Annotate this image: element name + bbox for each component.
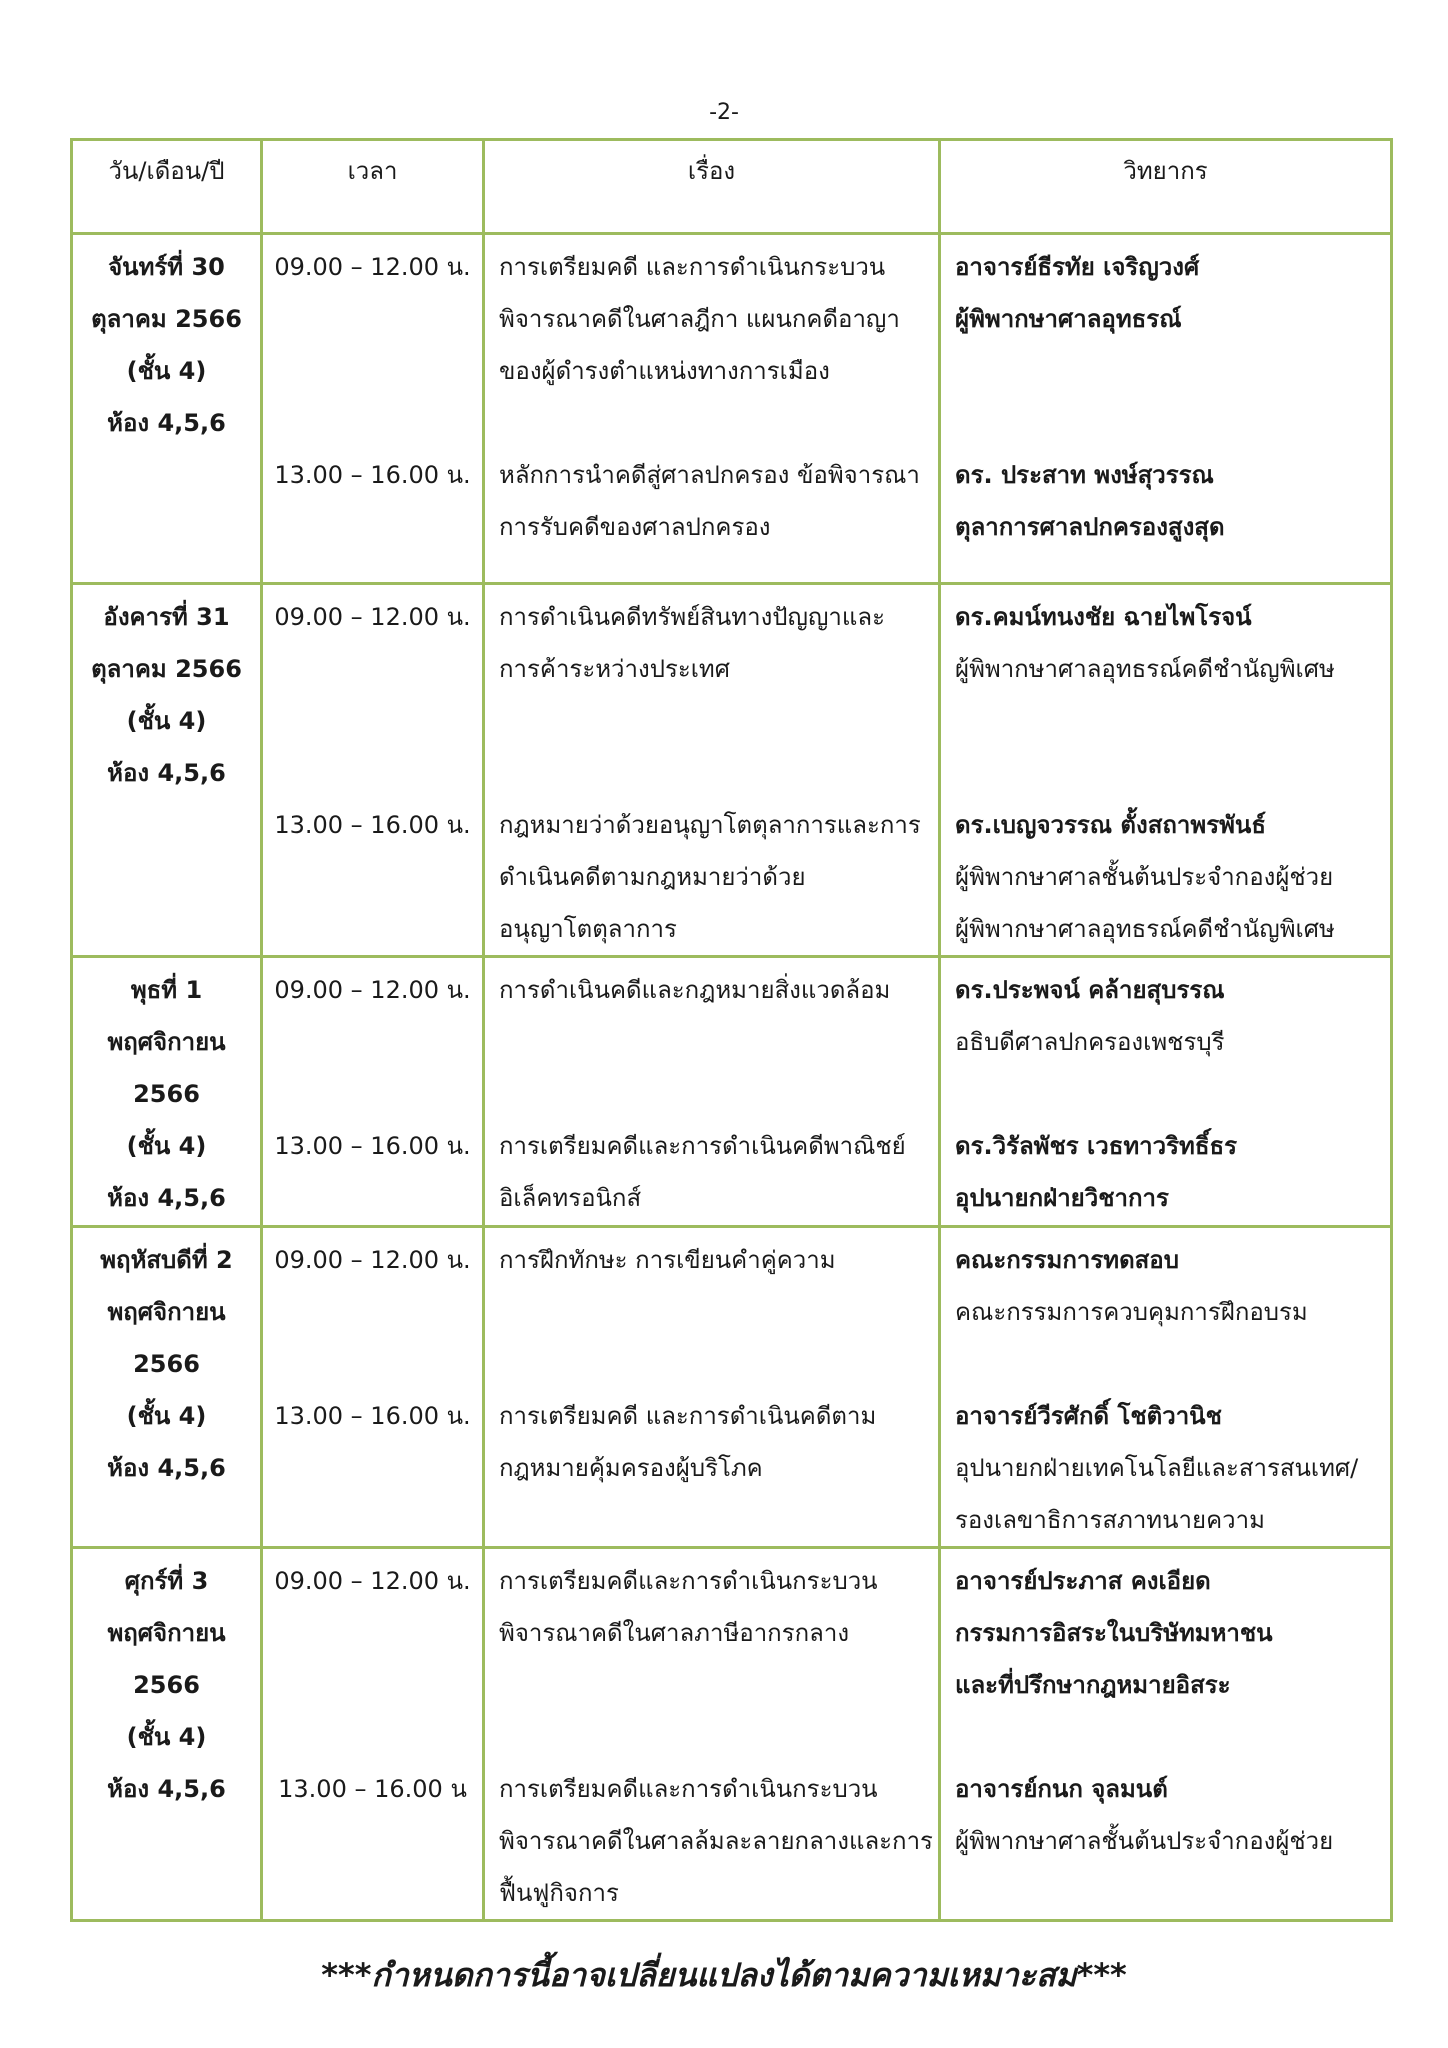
speaker-title: รองเลขาธิการสภาทนายความ [955,1506,1265,1534]
date-line: พฤศจิกายน [107,1028,226,1056]
time-range: 09.00 – 12.00 น. [274,603,471,631]
header-date: วัน/เดือน/ปี [72,140,262,234]
date-line: ตุลาคม 2566 [91,305,242,333]
date-line: ตุลาคม 2566 [91,655,242,683]
schedule-row [72,1548,1392,1921]
topic-slot [499,449,928,553]
time-range: 13.00 – 16.00 น [278,1775,467,1803]
time-range: 09.00 – 12.00 น. [274,1246,471,1274]
speaker-slot [955,1763,1380,1919]
date-line: (ชั้น 4) [126,1402,207,1430]
speaker-slot [955,1120,1380,1224]
speaker-slot [955,799,1380,955]
date-line: ห้อง 4,5,6 [107,1454,226,1482]
schedule-table [70,138,1393,1922]
topic-slot [499,799,928,955]
date-line: พุธที่ 1 [130,976,203,1004]
topic-line: การเตรียมคดีและการดำเนินกระบวน [499,1567,878,1595]
date-line: ศุกร์ที่ 3 [124,1567,209,1595]
speaker-slot [955,241,1380,449]
topic-slot [499,1763,933,1919]
schedule-row [72,584,1392,957]
date-line: ห้อง 4,5,6 [107,759,226,787]
time-slot [267,241,478,449]
topic-slot [499,1390,928,1546]
speaker-cell [940,234,1392,584]
speaker-title: กรรมการอิสระในบริษัทมหาชน [955,1619,1273,1647]
time-cell [262,957,484,1227]
date-cell [72,1227,262,1548]
topic-line: พิจารณาคดีในศาลภาษีอากรกลาง [499,1619,850,1647]
speaker-name: ดร.คมน์ทนงชัย ฉายไพโรจน์ [955,603,1252,631]
speaker-name: ดร. ประสาท พงษ์สุวรรณ [955,461,1214,489]
speaker-name: อาจารย์วีรศักดิ์ โชติวานิช [955,1402,1222,1430]
speaker-title: คณะกรรมการควบคุมการฝึกอบรม [955,1298,1308,1326]
speaker-slot [955,964,1380,1120]
speaker-name: ดร.วิรัลพัชร เวธทาวริทธิ์ธร [955,1132,1238,1160]
speaker-slot [955,591,1380,799]
speaker-title: อธิบดีศาลปกครองเพชรบุรี [955,1028,1225,1056]
time-cell [262,1548,484,1921]
date-cell [72,584,262,957]
speaker-title: ตุลาการศาลปกครองสูงสุด [955,513,1225,541]
topic-line: กฎหมายคุ้มครองผู้บริโภค [499,1454,763,1482]
date-line: พฤศจิกายน [107,1298,226,1326]
speaker-cell [940,584,1392,957]
date-line: ห้อง 4,5,6 [107,1184,226,1212]
time-slot [267,1555,478,1763]
time-range: 13.00 – 16.00 น. [274,461,471,489]
time-slot [267,591,478,799]
date-line: 2566 [133,1350,200,1378]
time-cell [262,584,484,957]
header-time: เวลา [262,140,484,234]
date-line: อังคารที่ 31 [103,603,230,631]
time-range: 09.00 – 12.00 น. [274,1567,471,1595]
schedule-row [72,1227,1392,1548]
speaker-slot [955,1234,1380,1390]
topic-cell [484,584,940,957]
topic-slot [499,1234,928,1390]
topic-line: การดำเนินคดีทรัพย์สินทางปัญญาและ [499,603,885,631]
date-line: 2566 [133,1671,200,1699]
topic-line: การค้าระหว่างประเทศ [499,655,730,683]
time-slot [267,1390,478,1546]
header-topic: เรื่อง [484,140,940,234]
time-slot [267,1763,478,1919]
topic-line: การฝึกทักษะ การเขียนคำคู่ความ [499,1246,836,1274]
speaker-title: ผู้พิพากษาศาลชั้นต้นประจำกองผู้ช่วย [955,863,1334,891]
topic-cell [484,1548,940,1921]
time-range: 09.00 – 12.00 น. [274,253,471,281]
topic-cell [484,957,940,1227]
date-line: พฤศจิกายน [107,1619,226,1647]
topic-slot [499,964,928,1120]
speaker-title: ผู้พิพากษาศาลอุทธรณ์คดีชำนัญพิเศษ [955,655,1335,683]
date-cell [72,234,262,584]
date-line: (ชั้น 4) [126,1132,207,1160]
speaker-name: อาจารย์กนก จุลมนต์ [955,1775,1168,1803]
topic-line: การเตรียมคดี และการดำเนินกระบวน [499,253,886,281]
topic-line: ดำเนินคดีตามกฎหมายว่าด้วย [499,863,806,891]
speaker-title: อุปนายกฝ่ายวิชาการ [955,1184,1169,1212]
speaker-name: ดร.ประพจน์ คล้ายสุบรรณ [955,976,1225,1004]
date-line: พฤหัสบดีที่ 2 [100,1246,233,1274]
speaker-slot [955,1390,1380,1546]
time-range: 13.00 – 16.00 น. [274,1402,471,1430]
topic-line: หลักการนำคดีสู่ศาลปกครอง ข้อพิจารณา [499,461,920,489]
time-slot [267,1234,478,1390]
date-line: (ชั้น 4) [126,1723,207,1751]
topic-line: อิเล็คทรอนิกส์ [499,1184,642,1212]
topic-line: การเตรียมคดีและการดำเนินคดีพาณิชย์ [499,1132,906,1160]
topic-cell [484,1227,940,1548]
schedule-row [72,234,1392,584]
topic-line: ฟื้นฟูกิจการ [499,1879,619,1907]
speaker-name: อาจารย์ประภาส คงเอียด [955,1567,1211,1595]
date-line: จันทร์ที่ 30 [108,253,225,281]
time-range: 13.00 – 16.00 น. [274,1132,471,1160]
topic-slot [499,591,928,799]
topic-slot [499,241,928,449]
date-line: (ชั้น 4) [126,707,207,735]
time-cell [262,234,484,584]
speaker-cell [940,1548,1392,1921]
topic-line: การดำเนินคดีและกฎหมายสิ่งแวดล้อม [499,976,891,1004]
speaker-slot [955,1555,1380,1763]
page-number: -2- [709,100,739,125]
time-slot [267,964,478,1120]
speaker-slot [955,449,1380,553]
topic-line: การเตรียมคดี และการดำเนินคดีตาม [499,1402,877,1430]
topic-line: พิจารณาคดีในศาลฎีกา แผนกคดีอาญา [499,305,900,333]
header-speaker: วิทยากร [940,140,1392,234]
speaker-title: และที่ปรึกษากฎหมายอิสระ [955,1671,1231,1699]
speaker-title: ผู้พิพากษาศาลชั้นต้นประจำกองผู้ช่วย [955,1827,1334,1855]
topic-slot [499,1120,928,1224]
topic-line: การรับคดีของศาลปกครอง [499,513,771,541]
topic-line: กฎหมายว่าด้วยอนุญาโตตุลาการและการ [499,811,921,839]
schedule-body [72,234,1392,1921]
speaker-cell [940,957,1392,1227]
date-cell [72,1548,262,1921]
time-range: 09.00 – 12.00 น. [274,976,471,1004]
topic-cell [484,234,940,584]
time-range: 13.00 – 16.00 น. [274,811,471,839]
speaker-name: อาจารย์ธีรทัย เจริญวงศ์ [955,253,1200,281]
speaker-title: อุปนายกฝ่ายเทคโนโลยีและสารสนเทศ/ [955,1454,1359,1482]
date-line: (ชั้น 4) [126,357,207,385]
time-slot [267,799,478,955]
date-line: 2566 [133,1080,200,1108]
topic-slot [499,1555,928,1763]
date-cell [72,957,262,1227]
footer-note: ***กำหนดการนี้อาจเปลี่ยนแปลงได้ตามความเหมาะสม*** [321,1956,1127,1994]
time-slot [267,1120,478,1224]
topic-line: อนุญาโตตุลาการ [499,915,677,943]
speaker-title: ผู้พิพากษาศาลอุทธรณ์ [955,305,1182,333]
speaker-name: คณะกรรมการทดสอบ [955,1246,1179,1274]
time-slot [267,449,478,553]
topic-line: ของผู้ดำรงตำแหน่งทางการเมือง [499,357,830,385]
topic-line: การเตรียมคดีและการดำเนินกระบวน [499,1775,878,1803]
topic-line: พิจารณาคดีในศาลล้มละลายกลางและการ [499,1827,933,1855]
schedule-row [72,957,1392,1227]
time-cell [262,1227,484,1548]
speaker-cell [940,1227,1392,1548]
speaker-name: ดร.เบญจวรรณ ตั้งสถาพรพันธ์ [955,811,1266,839]
date-line: ห้อง 4,5,6 [107,1775,226,1803]
date-line: ห้อง 4,5,6 [107,409,226,437]
speaker-title: ผู้พิพากษาศาลอุทธรณ์คดีชำนัญพิเศษ [955,915,1335,943]
header-row [72,140,1392,234]
